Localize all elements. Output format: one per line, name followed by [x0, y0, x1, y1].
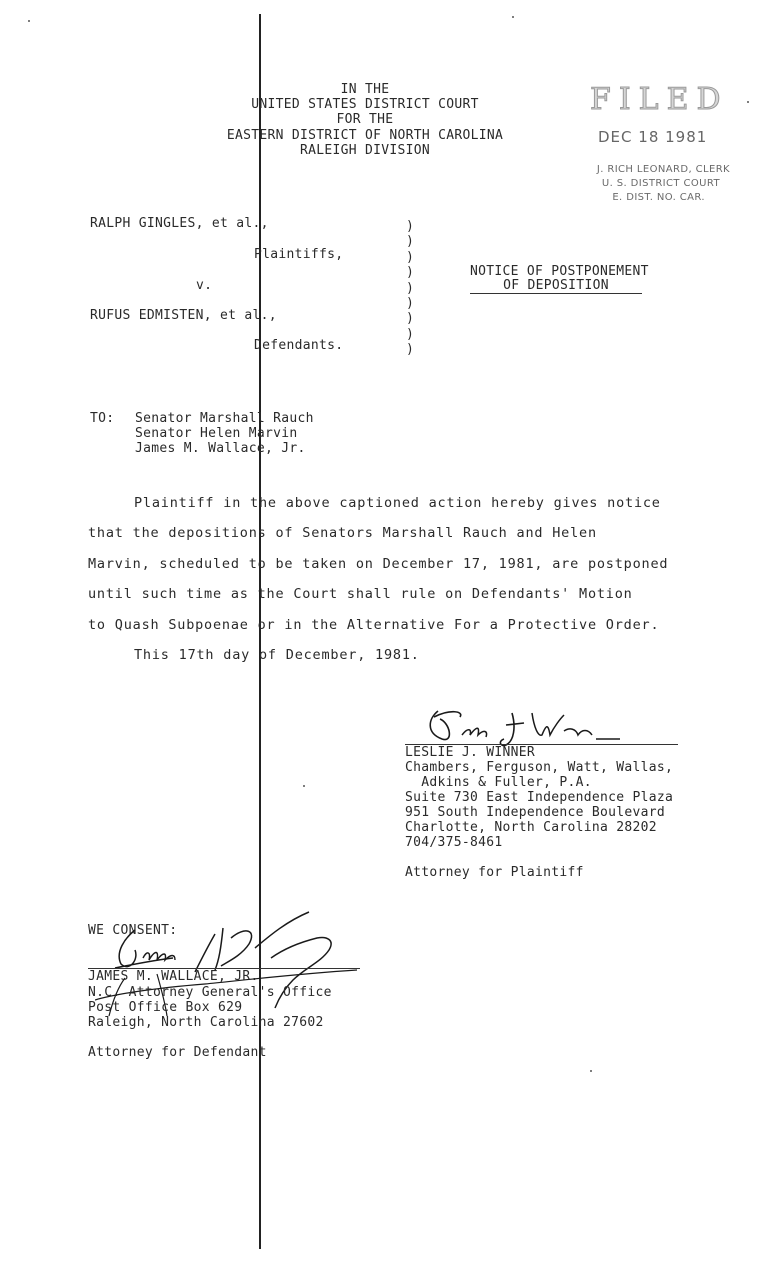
body-line-2: that the depositions of Senators Marshall Rauch and Helen: [88, 525, 597, 541]
scan-speck: [747, 101, 749, 103]
body-line-5: to Quash Subpoenae or in the Alternative For a Protective Order.: [88, 617, 660, 633]
body-line-3: Marvin, scheduled to be taken on December 17, 1981, are postponed: [88, 556, 669, 572]
filed-stamp-title: FILED: [590, 82, 729, 117]
plaintiff-role: Plaintiffs,: [254, 247, 344, 262]
scan-speck: [28, 20, 30, 22]
caption-line-5: RALEIGH DIVISION: [299, 143, 431, 158]
to-label: TO:: [90, 411, 115, 426]
scan-speck: [512, 16, 514, 18]
filed-stamp-court: U. S. DISTRICT COURT: [601, 178, 720, 189]
caption-line-1: IN THE: [340, 82, 390, 97]
filed-stamp-date: DEC 18 1981: [598, 128, 708, 146]
defendant-role: Defendants.: [254, 338, 344, 353]
filed-stamp-district: E. DIST. NO. CAR.: [612, 192, 705, 203]
filed-stamp-clerk: J. RICH LEONARD, CLERK: [596, 164, 730, 175]
plaintiff-address-2: Adkins & Fuller, P.A.: [405, 775, 592, 790]
title-line-2: OF DEPOSITION: [470, 278, 642, 294]
recipient-1: Senator Marshall Rauch: [135, 411, 314, 426]
plaintiff-address-5: Charlotte, North Carolina 28202: [405, 820, 657, 835]
scan-speck: [590, 1070, 592, 1072]
defendant-address-1: N.C. Attorney General's Office: [88, 985, 332, 1000]
defendant-name: RUFUS EDMISTEN, et al.,: [90, 308, 277, 323]
title-line-1: NOTICE OF POSTPONEMENT: [470, 264, 649, 279]
plaintiff-attorney-role: Attorney for Plaintiff: [405, 865, 584, 880]
paren-column: ) ) ) ) ) ) ) ) ): [406, 219, 415, 358]
caption-line-4: EASTERN DISTRICT OF NORTH CAROLINA: [226, 128, 504, 143]
caption-line-2: UNITED STATES DISTRICT COURT: [251, 97, 479, 112]
defendant-address-3: Raleigh, North Carolina 27602: [88, 1015, 324, 1030]
body-line-1: Plaintiff in the above captioned action hereby gives notice: [134, 495, 661, 511]
plaintiff-address-3: Suite 730 East Independence Plaza: [405, 790, 674, 805]
caption-line-3: FOR THE: [336, 112, 394, 127]
recipient-3: James M. Wallace, Jr.: [135, 441, 306, 456]
versus: v.: [196, 278, 213, 293]
plaintiff-address-1: Chambers, Ferguson, Watt, Wallas,: [405, 760, 674, 775]
body-line-6: This 17th day of December, 1981.: [134, 647, 420, 663]
plaintiff-phone: 704/375-8461: [405, 835, 503, 850]
plaintiff-name: RALPH GINGLES, et al.,: [90, 216, 269, 231]
defendant-attorney-role: Attorney for Defendant: [88, 1045, 267, 1060]
scan-speck: [303, 785, 305, 787]
body-line-4: until such time as the Court shall rule on Defendants' Motion: [88, 586, 633, 602]
plaintiff-address-4: 951 South Independence Boulevard: [405, 805, 666, 820]
defendant-attorney-name: JAMES M. WALLACE, JR.: [88, 969, 259, 984]
consent-label: WE CONSENT:: [88, 923, 178, 938]
defendant-address-2: Post Office Box 629: [88, 1000, 243, 1015]
plaintiff-attorney-name: LESLIE J. WINNER: [405, 745, 536, 760]
recipient-2: Senator Helen Marvin: [135, 426, 298, 441]
